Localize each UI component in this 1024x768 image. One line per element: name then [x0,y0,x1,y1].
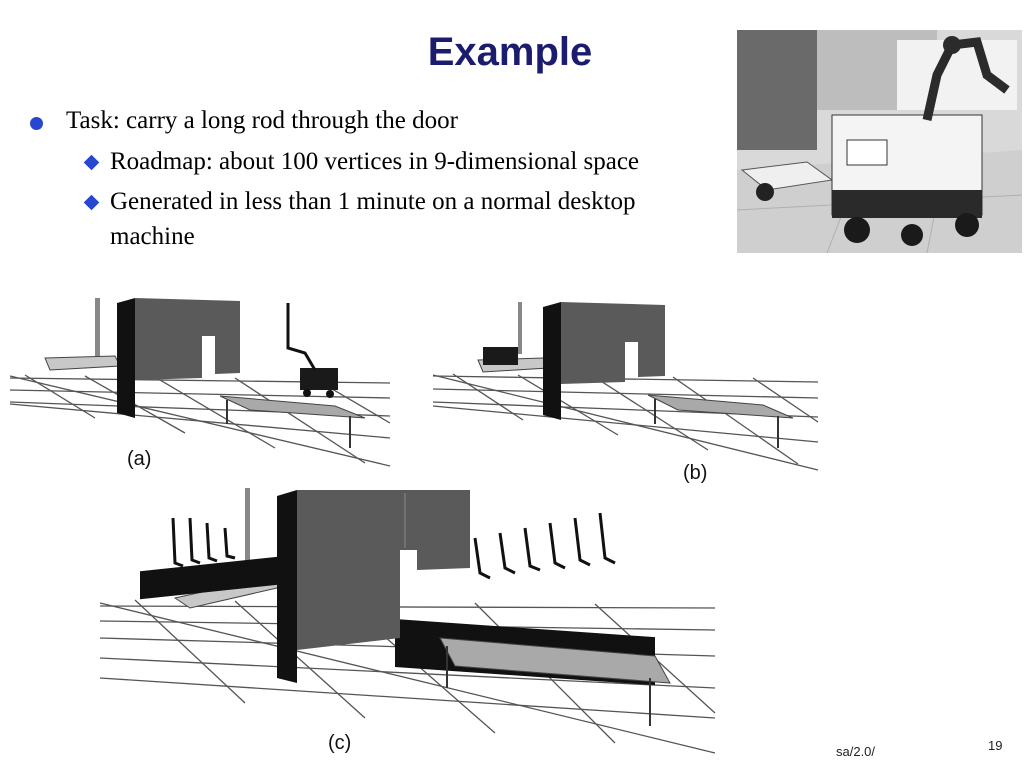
bullet-task: Task: carry a long rod through the door [66,107,458,134]
figure-panel-c [95,488,723,760]
figure-label-c: (c) [328,732,352,754]
robot-photo [737,30,1022,253]
bullet-generated: Generated in less than 1 minute on a normal desktop [110,188,636,215]
figure-panel-b [433,302,823,474]
bullet-dot-icon [30,117,43,130]
figure-label-a: (a) [127,448,152,470]
figure-panel-a [5,298,395,470]
figure-label-b: (b) [683,462,708,484]
page-number: 19 [988,738,1003,753]
footer-license-url[interactable]: sa/2.0/ [836,744,876,759]
bullet-diamond-icon [84,155,100,171]
bullet-generated-cont: machine [110,223,195,250]
bullet-roadmap: Roadmap: about 100 vertices in 9-dimensional space [110,148,640,175]
slide-title: Example [427,30,593,74]
bullet-diamond-icon [84,195,100,211]
